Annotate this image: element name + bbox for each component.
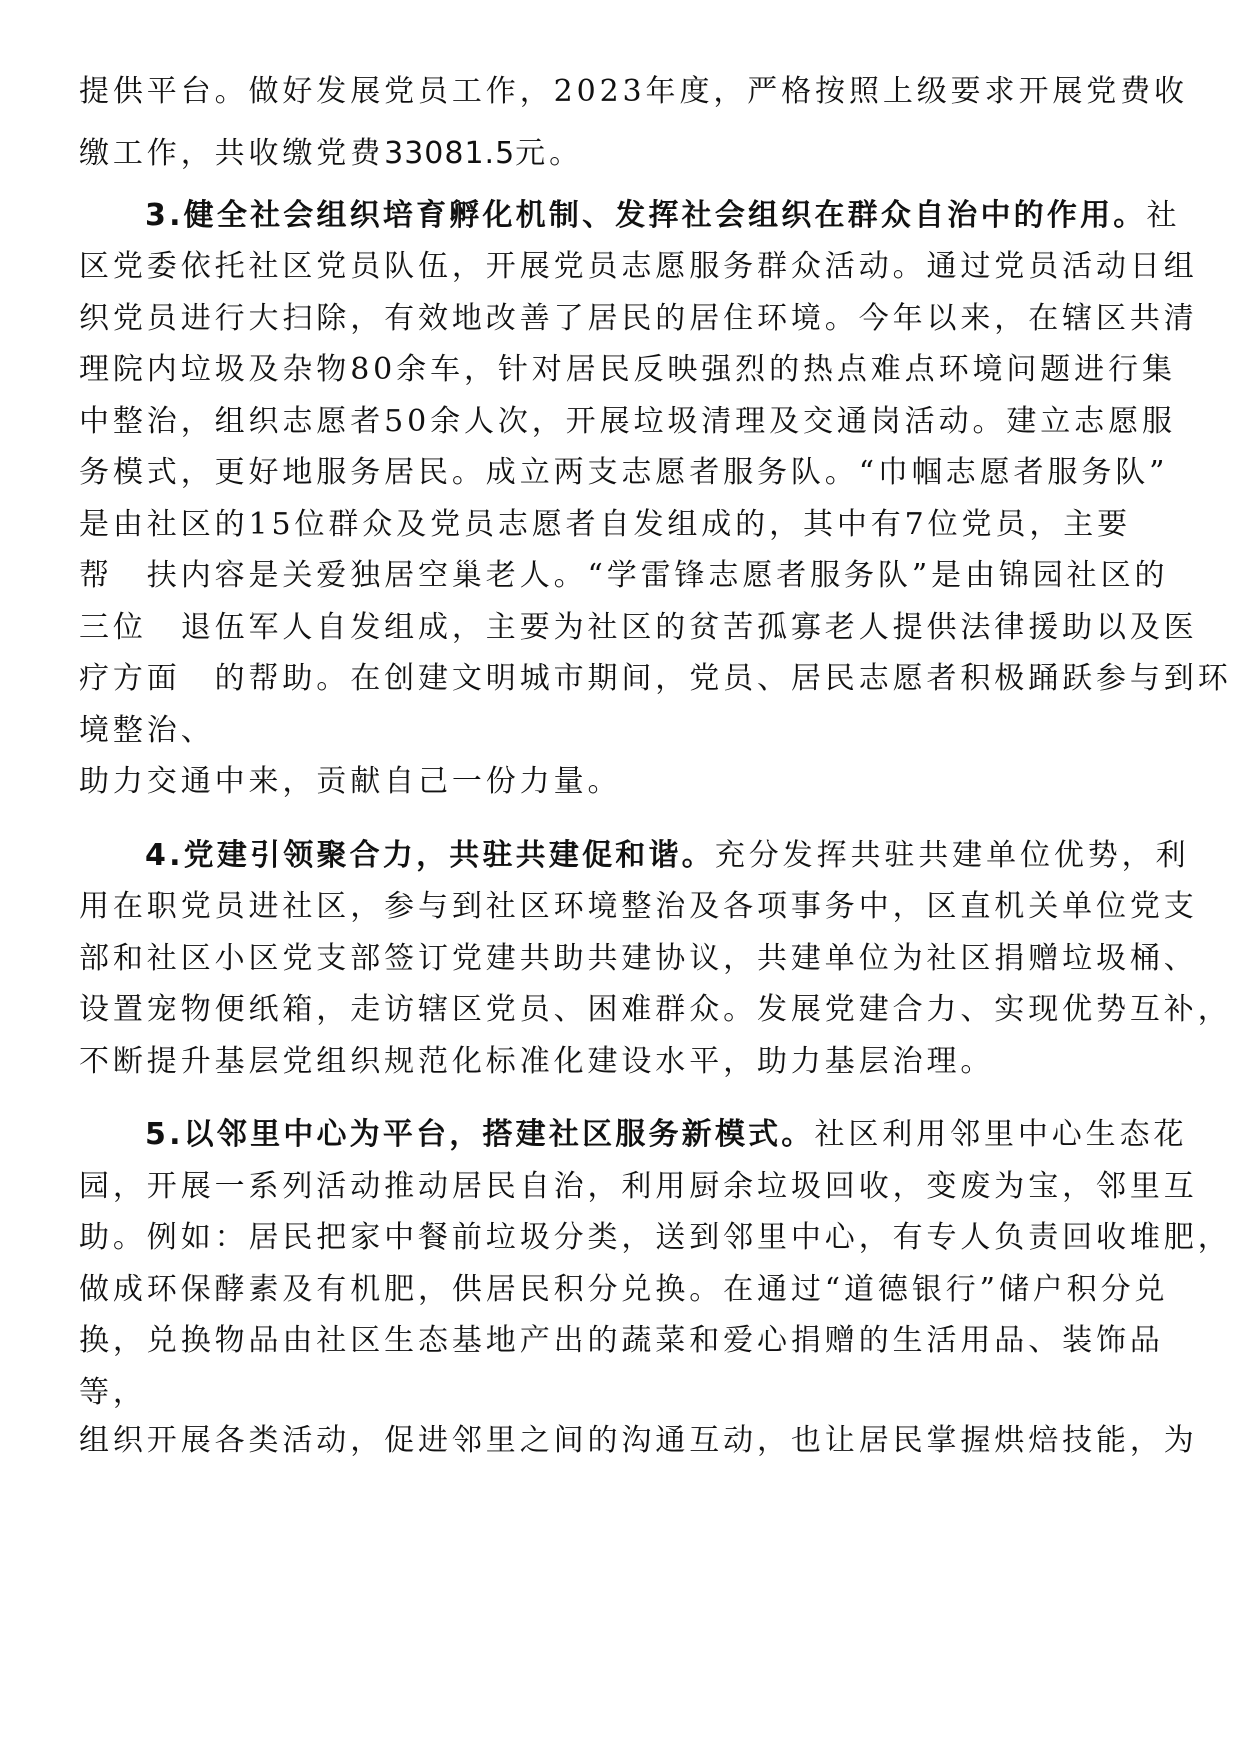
text-line: 不断提升基层党组织规范化标准化建设水平，助力基层治理。 [79, 1044, 995, 1079]
text-line: 疗方面 的帮助。在创建文明城市期间，党员、居民志愿者积极踊跃参与到环 [79, 661, 1232, 696]
text-line: 用在职党员进社区，参与到社区环境整治及各项事务中，区直机关单位党支 [79, 889, 1198, 924]
text-line: 帮 扶内容是关爱独居空巢老人。“学雷锋志愿者服务队”是由锦园社区的 [79, 558, 1169, 593]
text-line: 提供平台。做好发展党员工作，2023年度，严格按照上级要求开展党费收 [79, 74, 1188, 109]
text-line: 织党员进行大扫除，有效地改善了居民的居住环境。今年以来，在辖区共清 [79, 301, 1198, 336]
text-line: 是由社区的15位群众及党员志愿者自发组成的，其中有7位党员，主要 [79, 507, 1132, 542]
text-line: 做成环保酵素及有机肥，供居民积分兑换。在通过“道德银行”储户积分兑 [79, 1272, 1169, 1307]
text-line: 组织开展各类活动，促进邻里之间的沟通互动，也让居民掌握烘焙技能，为 [79, 1423, 1198, 1458]
text-line: 换，兑换物品由社区生态基地产出的蔬菜和爱心捐赠的生活用品、装饰品 [79, 1323, 1164, 1358]
section-heading-4: 4.党建引领聚合力，共驻共建促和谐。 [145, 838, 715, 873]
text-line: 三位 退伍军人自发组成，主要为社区的贫苦孤寡老人提供法律援助以及医 [79, 610, 1198, 645]
text-line: 3.健全社会组织培育孵化机制、发挥社会组织在群众自治中的作用。社 [145, 198, 1181, 233]
party-fee-amount: 33081.5 [384, 136, 516, 171]
text-line: 境整治、 [79, 713, 215, 748]
text-line: 助力交通中来，贡献自己一份力量。 [79, 764, 622, 799]
text-line: 务模式，更好地服务居民。成立两支志愿者服务队。“巾帼志愿者服务队” [79, 455, 1169, 490]
text-line: 设置宠物便纸箱，走访辖区党员、困难群众。发展党建合力、实现优势互补， [79, 992, 1232, 1027]
text-line: 5.以邻里中心为平台，搭建社区服务新模式。社区利用邻里中心生态花 [145, 1117, 1188, 1152]
text-line: 等， [79, 1375, 147, 1410]
text-line: 园，开展一系列活动推动居民自治，利用厨余垃圾回收，变废为宝，邻里互 [79, 1169, 1198, 1204]
text-line: 助。例如：居民把家中餐前垃圾分类，送到邻里中心，有专人负责回收堆肥， [79, 1220, 1232, 1255]
section-heading-3: 3.健全社会组织培育孵化机制、发挥社会组织在群众自治中的作用。 [145, 198, 1147, 233]
text-line: 部和社区小区党支部签订党建共助共建协议，共建单位为社区捐赠垃圾桶、 [79, 941, 1198, 976]
text-line: 4.党建引领聚合力，共驻共建促和谐。充分发挥共驻共建单位优势，利 [145, 838, 1190, 873]
text-line: 缴工作，共收缴党费33081.5元。 [79, 136, 583, 171]
text-line: 区党委依托社区党员队伍，开展党员志愿服务群众活动。通过党员活动日组 [79, 249, 1198, 284]
text-line: 中整治，组织志愿者50余人次，开展垃圾清理及交通岗活动。建立志愿服 [79, 404, 1176, 439]
section-heading-5: 5.以邻里中心为平台，搭建社区服务新模式。 [145, 1117, 815, 1152]
text-line: 理院内垃圾及杂物80余车，针对居民反映强烈的热点难点环境问题进行集 [79, 352, 1176, 387]
